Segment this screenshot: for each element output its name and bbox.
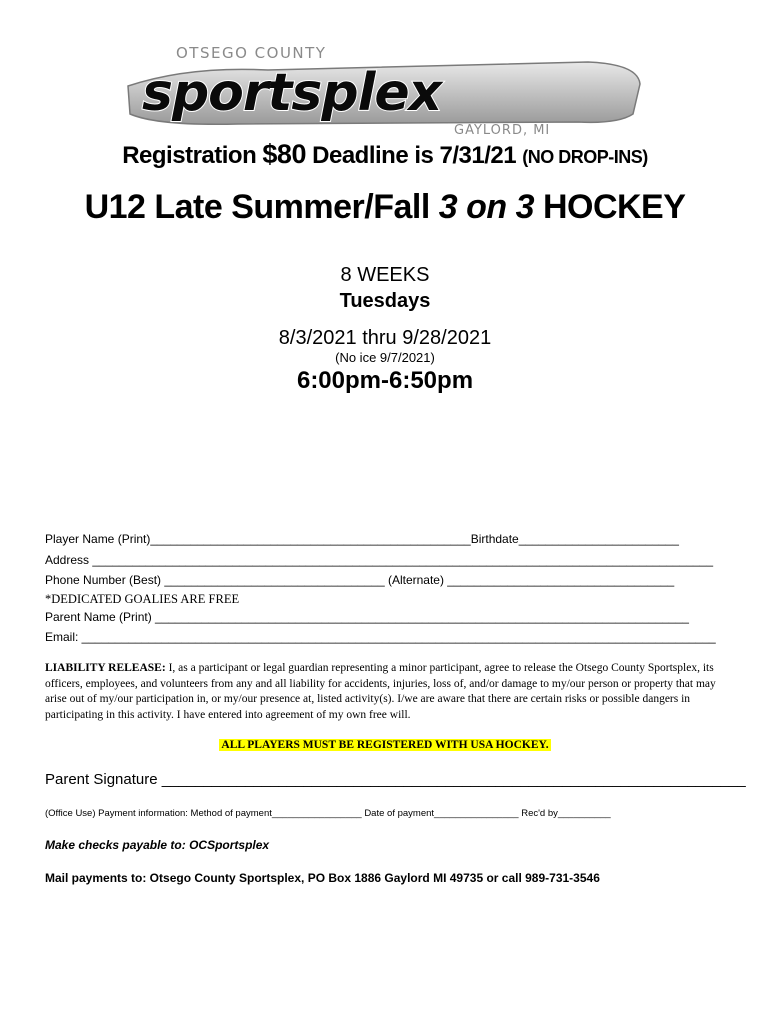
phone-field[interactable]: Phone Number (Best) _________________________________ (Alternate) __________________________________ [45, 573, 675, 587]
registration-price: $80 [262, 139, 306, 169]
schedule-weeks: 8 WEEKS [340, 264, 430, 286]
page-title [0, 188, 770, 227]
schedule-time: 6:00pm-6:50pm [296, 367, 474, 394]
schedule-no-ice: (No ice 9/7/2021) [335, 350, 435, 365]
goalies-note: *DEDICATED GOALIES ARE FREE [45, 592, 240, 606]
liability-release [45, 661, 725, 723]
registration-label: Registration [122, 142, 263, 169]
sportsplex-logo [118, 44, 648, 136]
logo-bottom-text: GAYLORD, MI [454, 123, 551, 136]
logo-top-text: OTSEGO COUNTY [176, 44, 327, 62]
schedule-day: Tuesdays [339, 290, 431, 312]
address-field[interactable]: Address _____________________________________________________________________________________________ [45, 553, 714, 567]
player-name-field[interactable]: Player Name (Print)________________________________________________Birthdate________________________ [45, 532, 679, 546]
title-italic: 3 on 3 [438, 188, 534, 226]
registration-deadline: Deadline is 7/31/21 [305, 142, 523, 169]
schedule-dates: 8/3/2021 thru 9/28/2021 [278, 327, 492, 349]
email-field[interactable]: Email: _______________________________________________________________________________________________ [45, 630, 716, 644]
parent-name-field[interactable]: Parent Name (Print) ________________________________________________________________________________ [45, 610, 689, 624]
checks-payable: Make checks payable to: OCSportsplex [45, 838, 270, 852]
title-part1: U12 Late Summer/Fall [84, 188, 439, 226]
registration-line [0, 139, 770, 170]
liability-heading: LIABILITY RELEASE: [45, 662, 166, 674]
title-part2: HOCKEY [534, 188, 686, 226]
usa-hockey-notice [0, 739, 770, 751]
logo-main-text: sportsplex [142, 63, 442, 123]
liability-body: I, as a participant or legal guardian representing a minor participant, agree to release the Otsego County Sportsplex, its officers, employees, and volunteers from any and all liability for accidents, injuries, loss of, and/or damage to my/our person or property that may arise out of my/our participation in, or my/our presence at, listed activity(s). I/we are aware that there are certain risks or possible dangers in participating in this activity. I have entered into agreement of my own free will. [45, 662, 716, 721]
parent-signature-field[interactable]: Parent Signature ______________________________________________________________________ [45, 771, 746, 788]
office-use-line: (Office Use) Payment information: Method of payment_________________ Date of payment________________ Rec'd by__________ [45, 808, 611, 819]
mail-payments: Mail payments to: Otsego County Sportsplex, PO Box 1886 Gaylord MI 49735 or call 989-731-3546 [45, 871, 600, 885]
usa-hockey-text: ALL PLAYERS MUST BE REGISTERED WITH USA HOCKEY. [221, 739, 549, 751]
registration-note: (NO DROP-INS) [522, 147, 648, 167]
